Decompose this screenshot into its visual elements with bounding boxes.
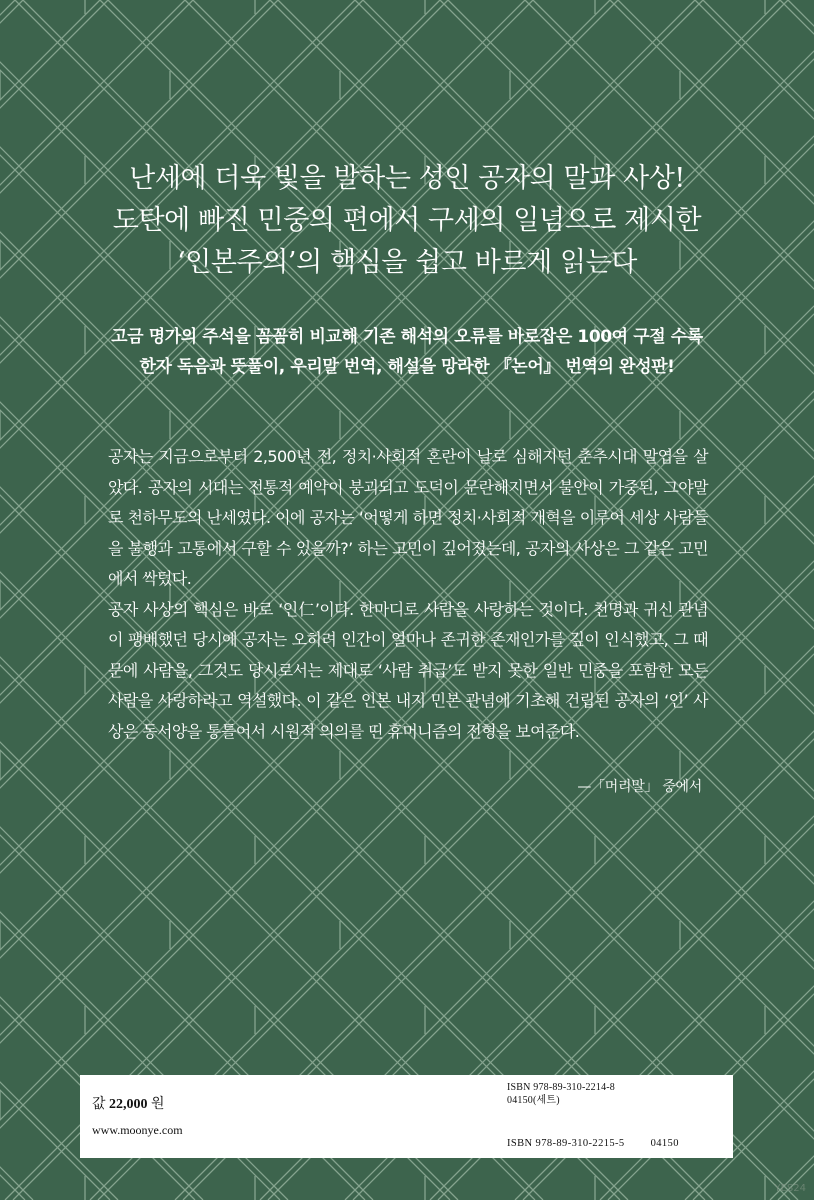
excerpt-paragraph-1: 공자는 지금으로부터 2,500년 전, 정치·사회적 혼란이 날로 심해지던 춘추시대 말엽을 살았다. 공자의 시대는 전통적 예악이 붕괴되고 도덕이 문란해지면서 불안이 가중된, 그야말로 천하무도의 난세였다. 이에 공자는 ‘어떻게 하면 정치·사회적 개혁을 이루어 세상 사람들을 불행과 고통에서 구할 수 있을까?’ 하는 고민이 깊어졌는데, 공자의 사상은 그 같은 고민에서 싹텄다. — [108, 447, 708, 588]
isbn-volume: ISBN 978-89-310-2215-5 — [507, 1138, 625, 1149]
watermark-logo: YES24 — [774, 1183, 806, 1194]
addon-code: 04150 — [650, 1138, 679, 1149]
isbn-volume-line — [507, 1138, 679, 1149]
subheadline — [0, 322, 814, 382]
set-code: 04150(세트) — [507, 1095, 560, 1106]
excerpt-paragraph-2: 공자 사상의 핵심은 바로 ‘인仁’이다. 한마디로 사람을 사랑하는 것이다. 천명과 귀신 관념이 팽배했던 당시에 공자는 오히려 인간이 얼마나 존귀한 존재인가를 깊이 인식했고, 그 때문에 사람을, 그것도 당시로서는 제대로 ‘사람 취급’도 받지 못한 일반 민중을 포함한 모든 사람을 사랑하라고 역설했다. 이 같은 인본 내지 민본 관념에 기초해 건립된 공자의 ‘인’ 사상은 동서양을 통틀어서 시원적 의의를 띤 휴머니즘의 전형을 보여준다. — [108, 599, 708, 741]
headline-line-2: 도탄에 빠진 민중의 편에서 구세의 일념으로 제시한 — [112, 205, 702, 236]
price-value: 22,000 — [109, 1097, 148, 1112]
headline-line-3: ‘인본주의’의 핵심을 쉽고 바르게 읽는다 — [176, 247, 637, 278]
isbn-block — [507, 1081, 727, 1149]
publisher-website: www.moonye.com — [92, 1123, 183, 1137]
subhead-line-1: 고금 명가의 주석을 꼼꼼히 비교해 기존 해석의 오류를 바로잡은 100여 구절 수록 — [111, 327, 703, 347]
subhead-line-2: 한자 독음과 뜻풀이, 우리말 번역, 해설을 망라한 『논어』 번역의 완성판! — [139, 357, 675, 377]
price-unit: 원 — [151, 1097, 165, 1112]
price — [92, 1093, 165, 1113]
headline-line-1: 난세에 더욱 빛을 발하는 성인 공자의 말과 사상! — [129, 163, 685, 194]
excerpt-attribution: —「머리말」 중에서 — [577, 779, 702, 795]
preface-excerpt — [108, 442, 708, 747]
isbn-set: ISBN 978-89-310-2214-8 — [507, 1082, 616, 1093]
price-isbn-box — [80, 1075, 733, 1158]
headline — [0, 158, 814, 284]
price-label: 값 — [92, 1097, 106, 1112]
